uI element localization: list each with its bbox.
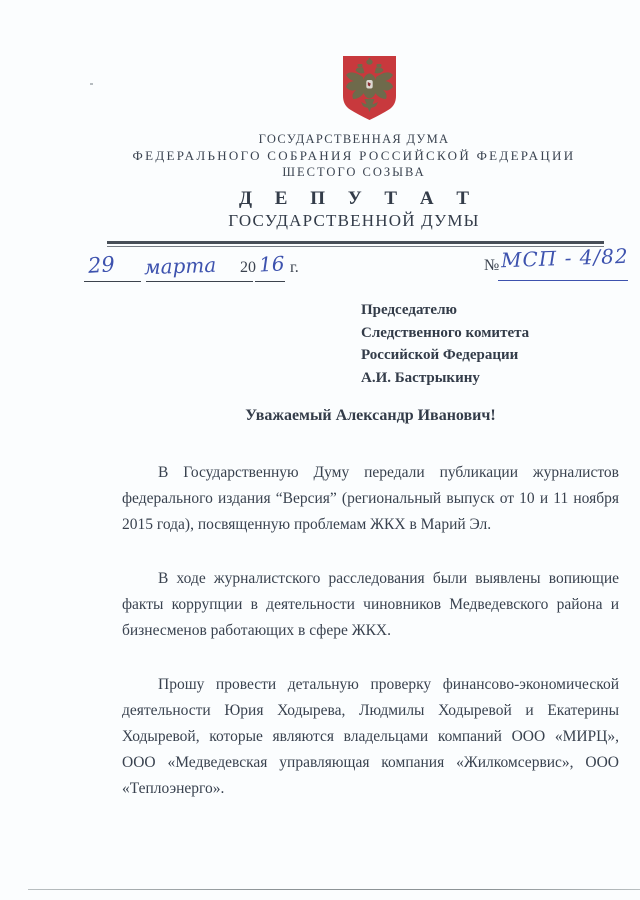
printed-year-suffix: г. <box>290 259 299 276</box>
letterhead <box>70 131 638 231</box>
salutation: Уважаемый Александр Иванович! <box>245 407 496 424</box>
printed-year-prefix: 20 <box>240 259 256 276</box>
addressee-line: А.И. Бастрыкину <box>361 369 480 386</box>
scan-edge-line <box>28 889 640 890</box>
org-name-line2: ФЕДЕРАЛЬНОГО СОБРАНИЯ РОССИЙСКОЙ ФЕДЕРАЦИИ <box>132 148 576 163</box>
org-name-line3: ШЕСТОГО СОЗЫВА <box>282 165 426 179</box>
body-paragraph: Прошу провести детальную проверку финансово-экономической деятельности Юрия Ходырева, Людмилы Ходыревой и Екатерины Ходыревой, которые являются владельцами компаний ООО «МИРЦ», ООО «Медведевская управляющая компания «Жилкомсервис», ООО «Теплоэнерго». <box>122 676 619 797</box>
addressee-line: Российской Федерации <box>361 347 519 363</box>
handwritten-day: 29 <box>87 252 116 278</box>
month-underline <box>146 281 253 282</box>
handwritten-year: 16 <box>258 251 286 277</box>
org-name-line1: ГОСУДАРСТВЕННАЯ ДУМА <box>258 132 450 146</box>
body-paragraph: В ходе журналистского расследования были выявлены вопиющие факты коррупции в деятельности чиновников Медведевского района и бизнесменов работающих в сфере ЖКХ. <box>122 570 619 639</box>
deputy-title-line2: ГОСУДАРСТВЕННОЙ ДУМЫ <box>228 211 480 230</box>
document-number-underline <box>498 280 628 281</box>
russia-coat-of-arms-icon <box>341 55 398 121</box>
deputy-title-line1: Д Е П У Т А Т <box>238 188 479 209</box>
addressee-block <box>361 299 529 389</box>
addressee-line: Следственного комитета <box>361 324 530 341</box>
document-number-label: № <box>484 257 500 274</box>
letter-body <box>122 460 619 830</box>
body-paragraph: В Государственную Думу передали публикации журналистов федерального издания “Версия” (региональный выпуск от 10 и 11 ноября 2015 года), посвященную проблемам ЖКХ в Марий Эл. <box>122 464 619 533</box>
day-underline <box>84 281 141 282</box>
handwritten-document-number: МСП - 4/82 <box>500 243 629 273</box>
addressee-line: Председателю <box>361 302 457 318</box>
handwritten-month: марта <box>143 252 217 280</box>
letterhead-divider-rule <box>107 241 604 247</box>
scan-speck-artifact <box>90 83 93 85</box>
year-underline <box>255 281 285 282</box>
